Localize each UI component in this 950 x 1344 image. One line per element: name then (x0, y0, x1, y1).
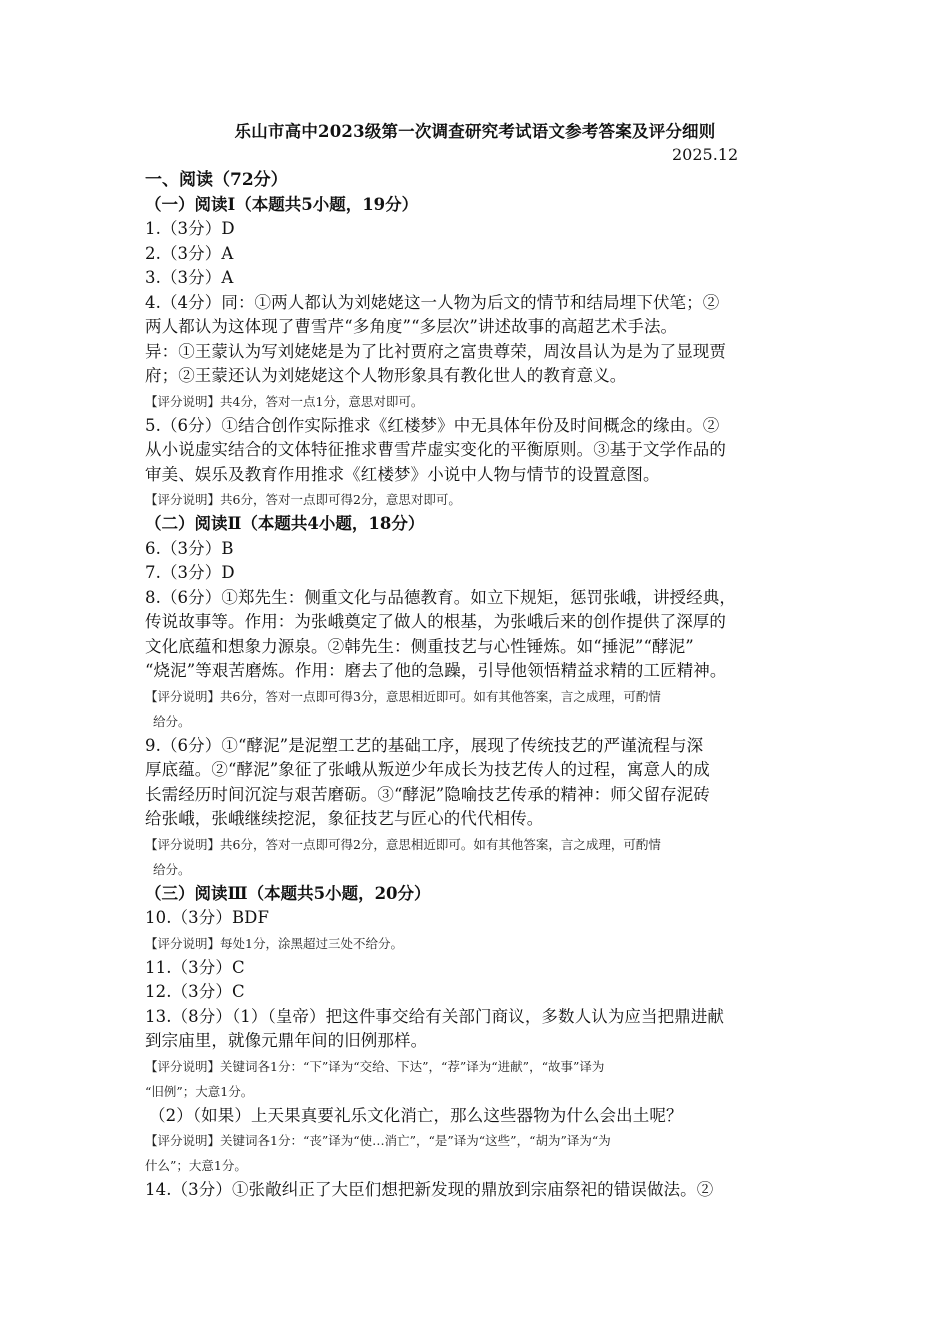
answer-line: 14.（3分）①张敞纠正了大臣们想把新发现的鼎放到宗庙祭祀的错误做法。② (145, 1180, 714, 1199)
answer-line: 厚底蕴。②“酵泥”象征了张峨从叛逆少年成长为技艺传人的过程，寓意人的成 (145, 760, 710, 779)
answer-line: 7.（3分）D (145, 563, 235, 582)
answer-line: 长需经历时间沉淀与艰苦磨砺。③“酵泥”隐喻技艺传承的精神：师父留存泥砖 (145, 784, 710, 804)
answer-line: 异：①王蒙认为写刘姥姥是为了比衬贾府之富贵尊荣，周汝昌认为是为了显现贾 (145, 341, 726, 361)
answer-line: 传说故事等。作用：为张峨奠定了做人的根基，为张峨后来的创作提供了深厚的 (145, 612, 726, 631)
answer-line: 两人都认为这体现了曹雪芹“多角度”“多层次”讲述故事的高超艺术手法。 (145, 317, 678, 336)
answer-line: 5.（6分）①结合创作实际推求《红楼梦》中无具体年份及时间概念的缘由。② (145, 415, 720, 435)
scoring-note: 给分。 (153, 861, 191, 877)
answer-line: “烧泥”等艰苦磨炼。作用：磨去了他的急躁，引导他领悟精益求精的工匠精神。 (145, 661, 727, 680)
scoring-note: 【评分说明】共6分，答对一点即可得2分，意思对即可。 (145, 492, 461, 507)
answer-line: 8.（6分）①郑先生：侧重文化与品德教育。如立下规矩，惩罚张峨，讲授经典， (145, 587, 736, 607)
scoring-note: 【评分说明】关键词各1分：“下”译为“交给、下达”，“荐”译为“进献”，“故事”译为 (145, 1058, 605, 1074)
scoring-note: 【评分说明】每处1分，涂黑超过三处不给分。 (145, 935, 403, 951)
scoring-note: 【评分说明】共4分，答对一点1分，意思对即可。 (145, 393, 424, 409)
answer-line: 6.（3分）B (145, 538, 234, 558)
scoring-note: 给分。 (153, 713, 191, 729)
answer-line: 9.（6分）①“酵泥”是泥塑工艺的基础工序，展现了传统技艺的严谨流程与深 (145, 735, 704, 755)
scoring-note: 【评分说明】关键词各1分：“丧”译为“使…消亡”，“是”译为“这些”，“胡为”译为“为 (145, 1133, 611, 1148)
subsection-heading: （三）阅读Ⅲ（本题共5小题，20分） (145, 883, 431, 903)
answer-line: 3.（3分）A (145, 268, 234, 287)
answer-line: 2.（3分）A (145, 243, 234, 263)
answer-line: 12.（3分）C (145, 982, 245, 1001)
subsection-heading: （一）阅读Ⅰ（本题共5小题，19分） (145, 194, 419, 214)
answer-line: 11.（3分）C (145, 957, 245, 977)
subsection-heading: （二）阅读Ⅱ（本题共4小题，18分） (145, 514, 425, 533)
answer-line: 文化底蕴和想象力源泉。②韩先生：侧重技艺与心性锤炼。如“捶泥”“酵泥” (145, 636, 694, 656)
answer-line: 审美、娱乐及教育作用推求《红楼梦》小说中人物与情节的设置意图。 (145, 464, 660, 484)
answer-line: 13.（8分）（1）（皇帝）把这件事交给有关部门商议，多数人认为应当把鼎进献 (145, 1006, 725, 1026)
answer-line: 从小说虚实结合的文体特征推求曹雪芹虚实变化的平衡原则。③基于文学作品的 (145, 440, 726, 459)
answer-line: 到宗庙里，就像元鼎年间的旧例那样。 (145, 1031, 428, 1050)
document-date: 2025.12 (672, 145, 739, 164)
answer-line: 给张峨，张峨继续挖泥，象征技艺与匠心的代代相传。 (145, 809, 544, 828)
scoring-note: 【评分说明】共6分，答对一点即可得2分，意思相近即可。如有其他答案，言之成理，可酌情 (145, 836, 661, 852)
document-body (145, 168, 810, 1203)
document-title: 乐山市高中2023级第一次调查研究考试语文参考答案及评分细则 (234, 122, 716, 141)
answer-line: 10.（3分）BDF (145, 908, 270, 927)
answer-line: 府；②王蒙还认为刘姥姥这个人物形象具有教化世人的教育意义。 (145, 366, 627, 385)
answer-line: 1.（3分）D (145, 219, 235, 238)
answer-line: （2）（如果）上天果真要礼乐文化消亡，那么这些器物为什么会出土呢？ (149, 1105, 683, 1125)
scoring-note: “旧例”；大意1分。 (145, 1083, 254, 1099)
scoring-note: 【评分说明】共6分，答对一点即可得3分，意思相近即可。如有其他答案，言之成理，可酌情 (145, 688, 661, 704)
section-heading: 一、阅读（72分） (145, 170, 288, 190)
answer-line: 4.（4分）同：①两人都认为刘姥姥这一人物为后文的情节和结局埋下伏笔；② (145, 292, 720, 312)
scoring-note: 什么”；大意1分。 (145, 1158, 247, 1173)
